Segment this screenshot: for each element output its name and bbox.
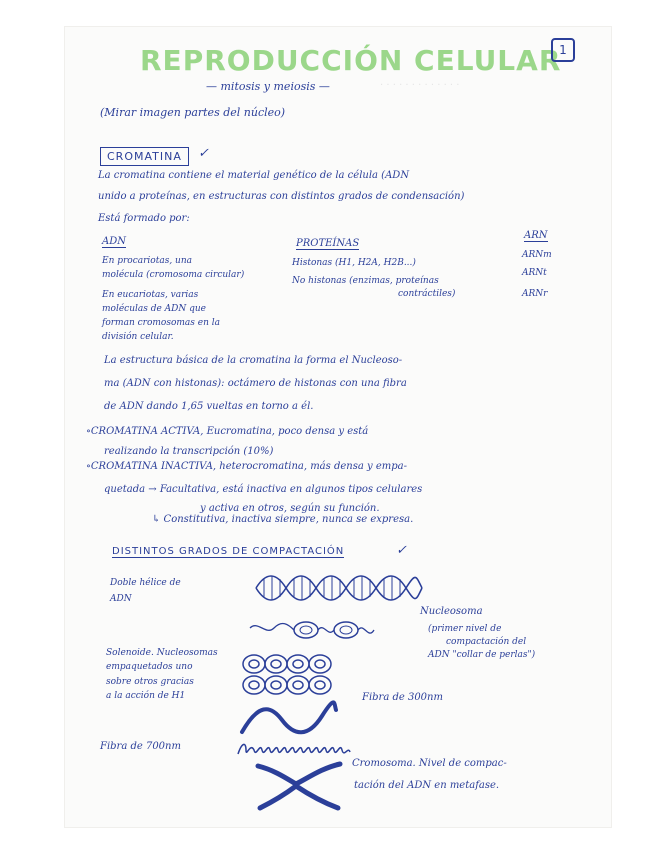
chromosome-icon xyxy=(254,760,344,812)
cromosoma-label: Cromosoma. Nivel de compac- xyxy=(352,758,507,769)
fibra-300-label: Fibra de 300nm xyxy=(362,692,443,703)
proteinas-text: No histonas (enzimas, proteínas xyxy=(292,276,439,286)
arn-heading: ARN xyxy=(524,230,548,241)
paragraph-line: ma (ADN con histonas): octámero de histonas con una fibra xyxy=(104,378,407,389)
check-icon: ✓ xyxy=(396,543,407,558)
check-icon: ✓ xyxy=(198,146,209,161)
nucleosoma-label: compactación del xyxy=(446,637,527,647)
nucleosoma-label: ADN "collar de perlas") xyxy=(428,650,536,660)
cromatina-inactiva: y activa en otros, según su función. xyxy=(200,503,380,514)
adn-text: En procariotas, una xyxy=(102,256,192,266)
adn-text: moléculas de ADN que xyxy=(102,304,207,314)
proteinas-text: Histonas (H1, H2A, H2B...) xyxy=(292,258,416,268)
cromatina-inactiva: quetada → Facultativa, está inactiva en algunos tipos celulares xyxy=(104,484,423,495)
adn-text: En eucariotas, varias xyxy=(102,290,199,300)
arn-item: ARNt xyxy=(522,268,547,278)
solenoide-label: a la acción de H1 xyxy=(106,691,186,701)
grados-heading: DISTINTOS GRADOS DE COMPACTACIÓN xyxy=(112,546,345,557)
paragraph-line: de ADN dando 1,65 vueltas en torno a él. xyxy=(104,401,314,412)
dna-double-helix-icon xyxy=(254,570,424,606)
nucleosome-string-icon xyxy=(248,614,398,648)
intro-line: La cromatina contiene el material genético de la célula (ADN xyxy=(98,170,410,181)
page-number: 1 xyxy=(551,38,575,62)
page-subtitle: — mitosis y meiosis — xyxy=(206,80,330,93)
cromatina-inactiva: ↳ Constitutiva, inactiva siempre, nunca se expresa. xyxy=(152,514,414,525)
fibra-700-label: Fibra de 700nm xyxy=(100,741,181,752)
page-title: REPRODUCCIÓN CELULAR xyxy=(140,44,562,77)
solenoid-icon xyxy=(240,652,336,698)
intro-line: unido a proteínas, en estructuras con distintos grados de condensación) xyxy=(98,191,465,202)
fiber-700nm-icon xyxy=(236,740,352,760)
solenoide-label: Solenoide. Nucleosomas xyxy=(106,648,218,658)
proteinas-heading: PROTEÍNAS xyxy=(296,238,360,249)
solenoide-label: empaquetados uno xyxy=(106,662,193,672)
cromatina-inactiva: ∘CROMATINA INACTIVA, heterocromatina, más densa y empa- xyxy=(86,461,407,472)
solenoide-label: sobre otros gracias xyxy=(106,677,194,687)
arn-item: ARNr xyxy=(522,289,548,299)
bleed-through: · · · · · · · · · · · · · xyxy=(380,80,460,91)
adn-text: división celular. xyxy=(102,332,174,342)
adn-heading: ADN xyxy=(102,236,126,247)
cromatina-heading: CROMATINA xyxy=(100,147,189,166)
fiber-300nm-icon xyxy=(238,700,338,740)
doble-helice-label: Doble hélice de xyxy=(110,578,181,588)
doble-helice-label: ADN xyxy=(110,594,132,604)
nucleosoma-label: Nucleosoma xyxy=(420,606,483,617)
cromatina-activa: realizando la transcripción (10%) xyxy=(104,446,274,457)
note-text: (Mirar imagen partes del núcleo) xyxy=(100,106,286,119)
intro-line: Está formado por: xyxy=(98,213,190,224)
adn-text: molécula (cromosoma circular) xyxy=(102,270,245,280)
proteinas-text: contráctiles) xyxy=(398,289,456,299)
nucleosoma-label: (primer nivel de xyxy=(428,624,502,634)
cromosoma-label: tación del ADN en metafase. xyxy=(354,780,500,791)
cromatina-activa: ∘CROMATINA ACTIVA, Eucromatina, poco densa y está xyxy=(86,426,369,437)
adn-text: forman cromosomas en la xyxy=(102,318,220,328)
arn-item: ARNm xyxy=(522,250,552,260)
paragraph-line: La estructura básica de la cromatina la forma el Nucleoso- xyxy=(104,355,403,366)
